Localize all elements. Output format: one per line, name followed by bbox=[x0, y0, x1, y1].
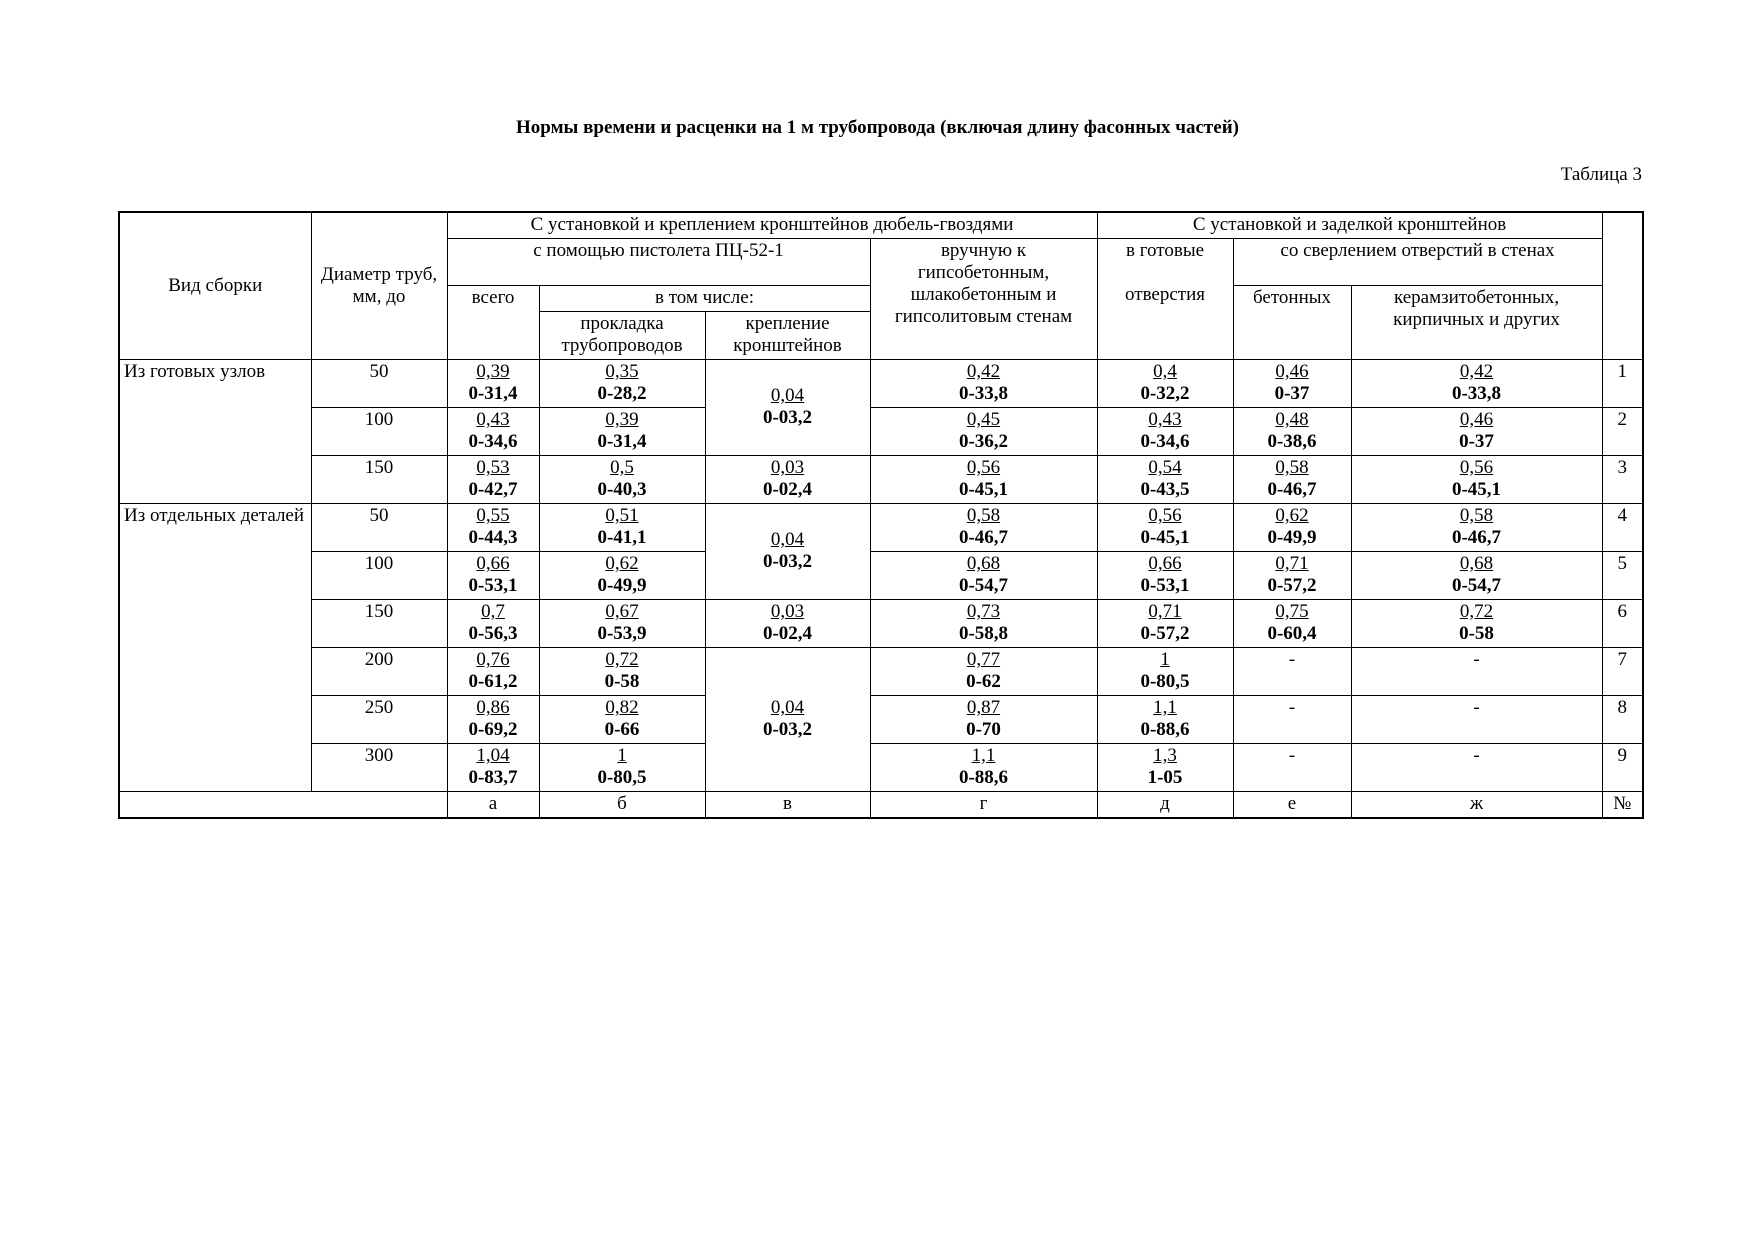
diameter-cell: 150 bbox=[311, 600, 447, 648]
cell-d bbox=[1097, 600, 1233, 648]
cell-zh bbox=[1351, 600, 1602, 648]
norm-value: 0,71 bbox=[1148, 601, 1182, 622]
cell-e: - bbox=[1233, 744, 1351, 792]
cell-d bbox=[1097, 648, 1233, 696]
norm-value: 0,68 bbox=[966, 553, 1001, 574]
rate-value: 0-58 bbox=[1459, 623, 1494, 644]
rate-value: 0-42,7 bbox=[468, 479, 518, 500]
rate-value: 0-54,7 bbox=[958, 575, 1009, 596]
rate-value: 0-34,6 bbox=[1140, 431, 1190, 452]
rate-value: 0-02,4 bbox=[762, 623, 813, 644]
norm-value: 0,5 bbox=[610, 457, 634, 478]
cell-zh: - bbox=[1351, 744, 1602, 792]
table-row bbox=[119, 360, 1643, 408]
cell-d bbox=[1097, 552, 1233, 600]
cell-e bbox=[1233, 456, 1351, 504]
cell-zh bbox=[1351, 408, 1602, 456]
norm-value: 0,48 bbox=[1275, 409, 1309, 430]
diameter-cell: 100 bbox=[311, 552, 447, 600]
cell-a bbox=[447, 360, 539, 408]
cell-b bbox=[539, 408, 705, 456]
norm-value: 0,76 bbox=[476, 649, 510, 670]
norm-value: 1,1 bbox=[971, 745, 996, 766]
diameter-cell: 250 bbox=[311, 696, 447, 744]
table-row bbox=[119, 456, 1643, 504]
col-letter: г bbox=[870, 792, 1097, 819]
rate-value: 0-33,8 bbox=[958, 383, 1009, 404]
header-v-gotovye: в готовые bbox=[1126, 240, 1205, 261]
norm-value: 0,75 bbox=[1275, 601, 1309, 622]
cell-e bbox=[1233, 360, 1351, 408]
row-number: 1 bbox=[1602, 360, 1643, 408]
norm-value: 0,66 bbox=[1148, 553, 1182, 574]
norm-value: 0,04 bbox=[770, 385, 805, 406]
rate-value: 0-46,7 bbox=[1267, 479, 1317, 500]
table-row bbox=[119, 600, 1643, 648]
norm-value: 0,39 bbox=[476, 361, 510, 382]
row-number: 9 bbox=[1602, 744, 1643, 792]
rate-value: 0-58 bbox=[604, 671, 640, 692]
norm-value: 0,67 bbox=[605, 601, 639, 622]
rate-value: 0-57,2 bbox=[1140, 623, 1190, 644]
cell-b bbox=[539, 696, 705, 744]
rate-value: 0-37 bbox=[1459, 431, 1494, 452]
rate-value: 0-53,1 bbox=[1140, 575, 1190, 596]
rate-value: 1-05 bbox=[1147, 767, 1183, 788]
norm-value: 0,42 bbox=[966, 361, 1001, 382]
norm-value: 0,03 bbox=[770, 457, 805, 478]
norm-value: 0,46 bbox=[1275, 361, 1309, 382]
rate-value: 0-88,6 bbox=[1140, 719, 1190, 740]
rate-value: 0-53,9 bbox=[597, 623, 647, 644]
norm-value: 0,56 bbox=[1459, 457, 1494, 478]
row-number: 2 bbox=[1602, 408, 1643, 456]
cell-a bbox=[447, 504, 539, 552]
cell-d bbox=[1097, 744, 1233, 792]
cell-g bbox=[870, 360, 1097, 408]
rate-value: 0-54,7 bbox=[1451, 575, 1502, 596]
rate-value: 0-83,7 bbox=[468, 767, 518, 788]
norm-value: 1 bbox=[617, 745, 627, 766]
cell-a bbox=[447, 648, 539, 696]
header-group-zadelka: С установкой и заделкой кронштейнов bbox=[1097, 212, 1602, 239]
cell-e bbox=[1233, 408, 1351, 456]
norm-value: 0,55 bbox=[476, 505, 510, 526]
header-vruchnuyu: вручную к гипсобетонным, шлакобетонным и гипсолитовым стенам bbox=[870, 239, 1097, 360]
norm-value: 0,72 bbox=[1459, 601, 1494, 622]
cell-zh: - bbox=[1351, 648, 1602, 696]
norm-value: 0,82 bbox=[605, 697, 639, 718]
header-vid-sborki: Вид сборки bbox=[119, 212, 311, 360]
cell-g bbox=[870, 600, 1097, 648]
header-betonnyh: бетонных bbox=[1233, 286, 1351, 360]
rate-value: 0-32,2 bbox=[1140, 383, 1190, 404]
row-number: 4 bbox=[1602, 504, 1643, 552]
cell-e bbox=[1233, 600, 1351, 648]
cell-v bbox=[705, 360, 870, 456]
rate-value: 0-43,5 bbox=[1140, 479, 1190, 500]
norm-value: 0,56 bbox=[966, 457, 1001, 478]
header-pistolet: с помощью пистолета ПЦ-52-1 bbox=[447, 239, 870, 286]
cell-g bbox=[870, 552, 1097, 600]
norm-value: 0,42 bbox=[1459, 361, 1494, 382]
cell-b bbox=[539, 744, 705, 792]
norm-value: 1,1 bbox=[1153, 697, 1177, 718]
cell-g bbox=[870, 456, 1097, 504]
cell-v bbox=[705, 648, 870, 792]
rate-value: 0-44,3 bbox=[468, 527, 518, 548]
cell-g bbox=[870, 696, 1097, 744]
norm-value: 0,43 bbox=[476, 409, 510, 430]
norm-value: 0,77 bbox=[966, 649, 1001, 670]
rate-value: 0-31,4 bbox=[597, 431, 647, 452]
header-kreplenie: крепление кронштейнов bbox=[705, 312, 870, 360]
cell-a bbox=[447, 744, 539, 792]
row-number: 8 bbox=[1602, 696, 1643, 744]
rate-value: 0-80,5 bbox=[1140, 671, 1190, 692]
col-letter: в bbox=[705, 792, 870, 819]
norm-value: 0,58 bbox=[1459, 505, 1494, 526]
norm-value: 0,54 bbox=[1148, 457, 1182, 478]
norm-value: 0,45 bbox=[966, 409, 1001, 430]
norm-value: 0,35 bbox=[605, 361, 639, 382]
header-v-tom-chisle: в том числе: bbox=[539, 286, 870, 312]
cell-b bbox=[539, 648, 705, 696]
cell-zh bbox=[1351, 504, 1602, 552]
diameter-cell: 200 bbox=[311, 648, 447, 696]
norm-value: 0,58 bbox=[966, 505, 1001, 526]
rate-value: 0-45,1 bbox=[1140, 527, 1190, 548]
norm-value: 0,04 bbox=[770, 529, 805, 550]
diameter-cell: 300 bbox=[311, 744, 447, 792]
rate-value: 0-60,4 bbox=[1267, 623, 1317, 644]
rate-value: 0-36,2 bbox=[958, 431, 1009, 452]
rate-value: 0-57,2 bbox=[1267, 575, 1317, 596]
norm-value: 0,43 bbox=[1148, 409, 1182, 430]
rate-value: 0-41,1 bbox=[597, 527, 647, 548]
rate-value: 0-34,6 bbox=[468, 431, 518, 452]
rate-value: 0-46,7 bbox=[958, 527, 1009, 548]
col-number-sign: № bbox=[1602, 792, 1643, 819]
rate-value: 0-46,7 bbox=[1451, 527, 1502, 548]
col-letter: е bbox=[1233, 792, 1351, 819]
norm-value: 0,46 bbox=[1459, 409, 1494, 430]
row-number: 5 bbox=[1602, 552, 1643, 600]
rate-value: 0-49,9 bbox=[1267, 527, 1317, 548]
norm-value: 0,87 bbox=[966, 697, 1001, 718]
table-row bbox=[119, 408, 1643, 456]
norm-value: 0,7 bbox=[481, 601, 505, 622]
column-letters-row bbox=[119, 792, 1643, 819]
header-sverlenie: со сверлением отверстий в стенах bbox=[1233, 239, 1602, 286]
cell-b bbox=[539, 552, 705, 600]
cell-b bbox=[539, 504, 705, 552]
cell-v bbox=[705, 504, 870, 600]
norm-value: 0,71 bbox=[1275, 553, 1309, 574]
rate-value: 0-80,5 bbox=[597, 767, 647, 788]
header-prokladka: прокладка трубопроводов bbox=[539, 312, 705, 360]
page-title: Нормы времени и расценки на 1 м трубопровода (включая длину фасонных частей) bbox=[516, 117, 1239, 138]
diameter-cell: 150 bbox=[311, 456, 447, 504]
norm-value: 0,4 bbox=[1153, 361, 1177, 382]
norm-value: 0,86 bbox=[476, 697, 510, 718]
header-group-dubel: С установкой и креплением кронштейнов дюбель-гвоздями bbox=[447, 212, 1097, 239]
header-vsego: всего bbox=[447, 286, 539, 360]
norm-value: 0,73 bbox=[966, 601, 1001, 622]
rate-value: 0-69,2 bbox=[468, 719, 518, 740]
row-number: 3 bbox=[1602, 456, 1643, 504]
table-row bbox=[119, 504, 1643, 552]
norms-table bbox=[118, 211, 1644, 819]
table-row bbox=[119, 552, 1643, 600]
cell-b bbox=[539, 600, 705, 648]
col-letter: а bbox=[447, 792, 539, 819]
norm-value: 0,68 bbox=[1459, 553, 1494, 574]
cell-a bbox=[447, 408, 539, 456]
cell-a bbox=[447, 552, 539, 600]
cell-d bbox=[1097, 504, 1233, 552]
norm-value: 1,04 bbox=[476, 745, 510, 766]
cell-b bbox=[539, 456, 705, 504]
diameter-cell: 50 bbox=[311, 360, 447, 408]
header-gotovye-otverstiya bbox=[1097, 239, 1233, 360]
rate-value: 0-53,1 bbox=[468, 575, 518, 596]
norm-value: 0,56 bbox=[1148, 505, 1182, 526]
rate-value: 0-88,6 bbox=[958, 767, 1009, 788]
rate-value: 0-49,9 bbox=[597, 575, 647, 596]
norm-value: 0,53 bbox=[476, 457, 510, 478]
rate-value: 0-56,3 bbox=[468, 623, 518, 644]
rate-value: 0-61,2 bbox=[468, 671, 518, 692]
norm-value: 1,3 bbox=[1153, 745, 1177, 766]
rate-value: 0-40,3 bbox=[597, 479, 647, 500]
cell-e bbox=[1233, 504, 1351, 552]
rate-value: 0-58,8 bbox=[958, 623, 1009, 644]
diameter-cell: 100 bbox=[311, 408, 447, 456]
group-label: Из отдельных деталей bbox=[119, 504, 311, 792]
table-row bbox=[119, 648, 1643, 696]
header-keramzit: керамзитобетонных, кирпичных и других bbox=[1351, 286, 1602, 360]
rate-value: 0-03,2 bbox=[762, 407, 813, 428]
rate-value: 0-03,2 bbox=[762, 551, 813, 572]
cell-e bbox=[1233, 552, 1351, 600]
table-row bbox=[119, 744, 1643, 792]
header-otverstiya: отверстия bbox=[1125, 284, 1206, 305]
cell-g bbox=[870, 408, 1097, 456]
cell-b bbox=[539, 360, 705, 408]
cell-d bbox=[1097, 408, 1233, 456]
cell-zh bbox=[1351, 360, 1602, 408]
cell-a bbox=[447, 696, 539, 744]
norm-value: 0,39 bbox=[605, 409, 639, 430]
rate-value: 0-02,4 bbox=[762, 479, 813, 500]
rate-value: 0-03,2 bbox=[762, 719, 813, 740]
norm-value: 0,58 bbox=[1275, 457, 1309, 478]
cell-zh bbox=[1351, 552, 1602, 600]
cell-zh: - bbox=[1351, 696, 1602, 744]
rate-value: 0-38,6 bbox=[1267, 431, 1317, 452]
row-number: 7 bbox=[1602, 648, 1643, 696]
table-row bbox=[119, 696, 1643, 744]
cell-v bbox=[705, 456, 870, 504]
cell-v bbox=[705, 600, 870, 648]
col-letter: б bbox=[539, 792, 705, 819]
cell-e: - bbox=[1233, 648, 1351, 696]
cell-g bbox=[870, 648, 1097, 696]
rate-value: 0-37 bbox=[1274, 383, 1310, 404]
cell-d bbox=[1097, 360, 1233, 408]
group-label: Из готовых узлов bbox=[119, 360, 311, 504]
cell-d bbox=[1097, 456, 1233, 504]
rate-value: 0-45,1 bbox=[1451, 479, 1502, 500]
cell-a bbox=[447, 456, 539, 504]
rate-value: 0-33,8 bbox=[1451, 383, 1502, 404]
norm-value: 0,04 bbox=[770, 697, 805, 718]
rate-value: 0-31,4 bbox=[468, 383, 518, 404]
rate-value: 0-66 bbox=[604, 719, 640, 740]
diameter-cell: 50 bbox=[311, 504, 447, 552]
col-letter: д bbox=[1097, 792, 1233, 819]
norm-value: 0,03 bbox=[770, 601, 805, 622]
norm-value: 0,66 bbox=[476, 553, 510, 574]
cell-zh bbox=[1351, 456, 1602, 504]
norm-value: 0,72 bbox=[605, 649, 639, 670]
rate-value: 0-62 bbox=[966, 671, 1001, 692]
cell-g bbox=[870, 744, 1097, 792]
cell-a bbox=[447, 600, 539, 648]
cell-d bbox=[1097, 696, 1233, 744]
norm-value: 0,62 bbox=[605, 553, 639, 574]
row-number: 6 bbox=[1602, 600, 1643, 648]
norm-value: 0,62 bbox=[1275, 505, 1309, 526]
norm-value: 0,51 bbox=[605, 505, 639, 526]
rate-value: 0-45,1 bbox=[958, 479, 1009, 500]
col-letter: ж bbox=[1351, 792, 1602, 819]
cell-e: - bbox=[1233, 696, 1351, 744]
footer-blank bbox=[119, 792, 447, 819]
rate-value: 0-70 bbox=[966, 719, 1001, 740]
rate-value: 0-28,2 bbox=[597, 383, 647, 404]
header-diametr: Диаметр труб, мм, до bbox=[311, 212, 447, 360]
table-label: Таблица 3 bbox=[1560, 164, 1642, 185]
cell-g bbox=[870, 504, 1097, 552]
norm-value: 1 bbox=[1160, 649, 1170, 670]
header-number-blank bbox=[1602, 212, 1643, 360]
